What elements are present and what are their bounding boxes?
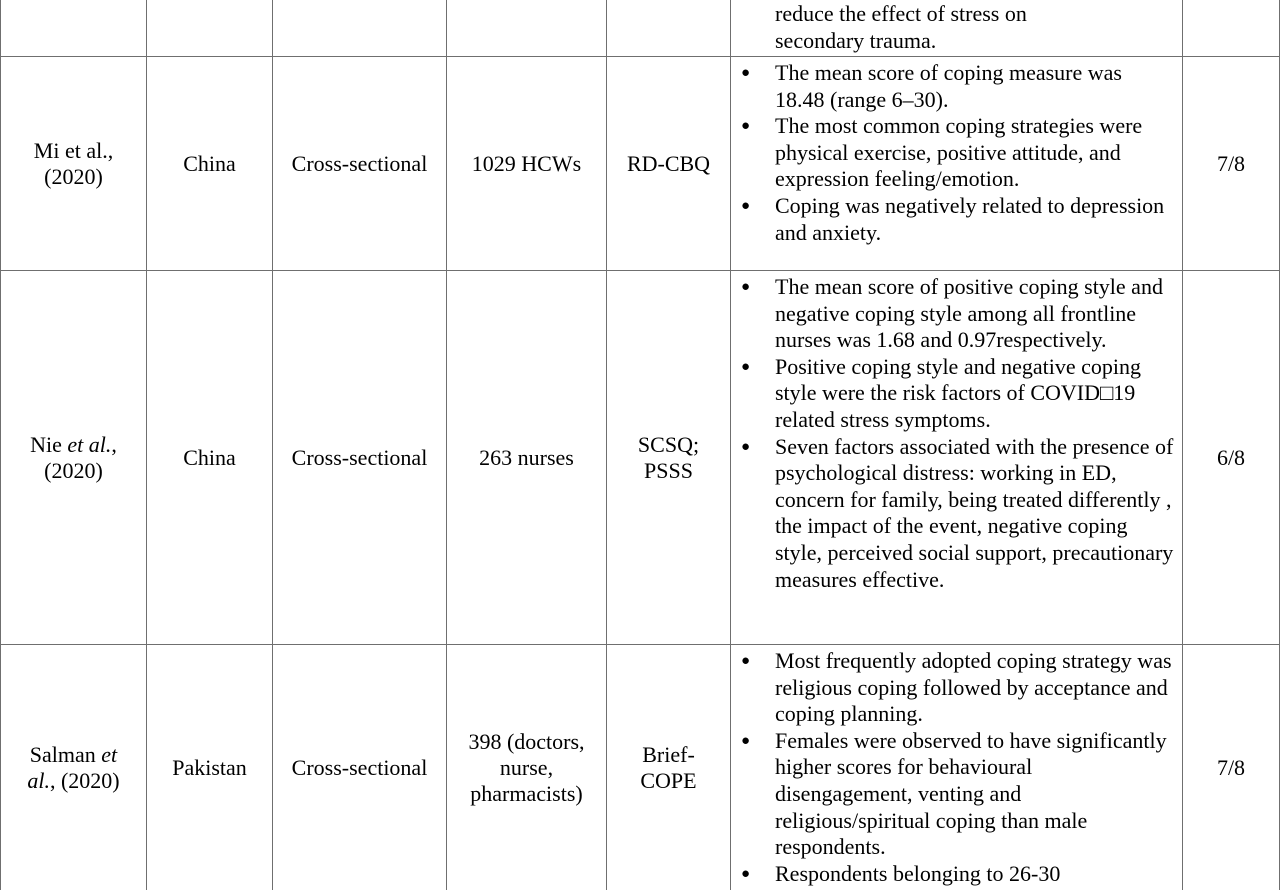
score-cell [1182,57,1280,271]
sample-text: 263 nurses [479,444,574,470]
sample-cell [446,271,606,645]
sample-cell [446,645,606,890]
list-item: ● Respondents belonging to 26-30 [775,861,1174,888]
tool-text: RD-CBQ [626,150,711,176]
sample-cell [446,57,606,271]
sample-text: 398 (doctors, nurse, pharmacists) [468,728,585,806]
author-year: , (2020) [49,767,120,793]
author-cell [0,271,146,645]
design-text: Cross-sectional [291,444,428,470]
country-text: Pakistan [172,754,247,780]
design-cell [272,645,446,890]
score-text: 7/8 [1216,150,1246,176]
list-item: ● Most frequently adopted coping strategy was religious coping followed by acceptance and coping planning. [775,648,1174,728]
score-text: 7/8 [1216,754,1246,780]
table-row [0,645,1280,890]
tool-text: Brief- COPE [640,741,697,793]
tool-cell [606,645,730,890]
findings-list [775,648,1174,887]
author-cell [0,57,146,271]
author-et: et [101,741,118,767]
list-item: ● Coping was negatively related to depression and anxiety. [775,193,1174,246]
score-cell [1182,271,1280,645]
findings-text: reduce the effect of stress on secondary trauma. [775,1,1027,53]
country-text: China [183,444,236,470]
score-cell [1182,645,1280,890]
findings-cell [730,57,1182,271]
list-item: ● Females were observed to have significantly higher scores for behavioural disengagement, venting and religious/spiritual coping than male respondents. [775,728,1174,861]
country-cell [146,57,272,271]
findings-cell [730,645,1182,890]
score-text: 6/8 [1216,444,1246,470]
design-cell [272,57,446,271]
author-cell [0,645,146,890]
author-name: Salman [29,741,96,767]
tool-cell [606,57,730,271]
table-row [0,0,1280,57]
author-text [1,742,146,794]
sample-cell [446,0,606,57]
country-cell [146,0,272,57]
country-cell [146,271,272,645]
author-cell [0,0,146,57]
sample-text: 1029 HCWs [471,150,582,176]
list-item: ● Seven factors associated with the presence of psychological distress: working in ED, concern for family, being treated differently , the impact of the event, negative coping style, perceived social support, precautionary measures effective. [775,434,1174,594]
author-text: Mi et al., (2020) [33,137,114,189]
table-row [0,57,1280,271]
list-item: ● The mean score of coping measure was 18.48 (range 6–30). [775,60,1174,113]
list-item: ● The most common coping strategies were physical exercise, positive attitude, and expression feeling/emotion. [775,113,1174,193]
findings-list [775,60,1174,246]
design-cell [272,271,446,645]
tool-cell [606,271,730,645]
design-cell [272,0,446,57]
list-item: ● Positive coping style and negative coping style were the risk factors of COVID□19 related stress symptoms. [775,354,1174,434]
author-al: al. [27,767,50,793]
score-cell [1182,0,1280,57]
findings-block [731,645,1182,887]
author-text [1,432,146,484]
country-text: China [183,150,236,176]
author-etal: et al. [67,431,112,457]
table-row [0,271,1280,645]
author-name: Nie [30,431,62,457]
design-text: Cross-sectional [291,150,428,176]
design-text: Cross-sectional [291,754,428,780]
findings-cell [730,0,1182,57]
author-comma: , [111,431,117,457]
author-year: (2020) [44,457,103,483]
tool-cell [606,0,730,57]
country-cell [146,645,272,890]
list-item: ● The mean score of positive coping style and negative coping style among all frontline nurses was 1.68 and 0.97respectively. [775,274,1174,354]
tool-text: SCSQ; PSSS [637,431,700,483]
findings-cell [730,271,1182,645]
findings-block [731,271,1182,593]
findings-list [775,274,1174,593]
findings-block [731,57,1182,246]
